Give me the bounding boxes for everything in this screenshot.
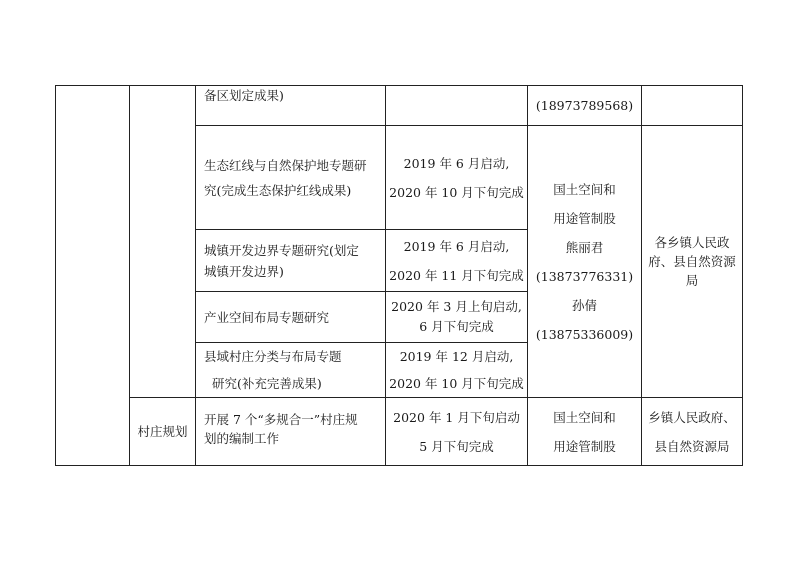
task-line: 究(完成生态保护红线成果) xyxy=(204,182,352,198)
schedule-line: 2020 年 3 月上旬启动, xyxy=(391,299,522,314)
contact-cell xyxy=(528,86,641,125)
contact-dept: 国土空间和 xyxy=(553,409,616,425)
task-cell xyxy=(196,230,385,291)
schedule-cell xyxy=(386,292,527,342)
contact-phone: (18973789568) xyxy=(535,98,634,113)
partner-line: 局 xyxy=(685,273,699,288)
schedule-line: 2019 年 12 月启动, xyxy=(399,349,514,364)
contact-person: 孙倩 xyxy=(571,297,597,313)
partner-line: 府、县自然资源 xyxy=(648,254,736,269)
contact-cell xyxy=(528,398,641,465)
partner-line: 乡镇人民政府、 xyxy=(648,409,736,425)
contact-person: 熊丽君 xyxy=(565,239,604,255)
contact-phone: (13873776331) xyxy=(535,268,634,284)
contact-dept: 国土空间和 xyxy=(553,181,616,197)
contact-cell xyxy=(528,126,641,397)
task-cell xyxy=(196,292,385,342)
task-line: 生态红线与自然保护地专题研 xyxy=(204,157,367,173)
category-cell xyxy=(130,398,195,465)
schedule-cell xyxy=(386,230,527,291)
partner-line: 各乡镇人民政 xyxy=(654,235,730,250)
task-line: 城镇开发边界) xyxy=(204,263,284,279)
task-cell xyxy=(196,86,385,125)
contact-dept: 用途管制股 xyxy=(553,438,616,454)
task-line: 县域村庄分类与布局专题 xyxy=(204,349,342,364)
task-cell xyxy=(196,126,385,229)
table-border-left xyxy=(55,85,56,466)
partner-cell xyxy=(642,398,742,465)
task-cell xyxy=(196,398,385,465)
task-cell xyxy=(196,343,385,397)
task-line: 研究(补充完善成果) xyxy=(212,376,322,391)
partner-line: 县自然资源局 xyxy=(654,438,730,454)
schedule-line: 5 月下旬完成 xyxy=(419,438,494,454)
table-border-right xyxy=(742,85,743,466)
schedule-line: 2020 年 1 月下旬启动 xyxy=(393,409,520,425)
table-border-bottom xyxy=(55,465,743,466)
category-label: 村庄规划 xyxy=(137,424,188,439)
task-line: 城镇开发边界专题研究(划定 xyxy=(204,242,359,258)
schedule-line: 2020 年 10 月下旬完成 xyxy=(389,184,524,200)
task-line: 划的编制工作 xyxy=(204,431,280,446)
schedule-line: 6 月下旬完成 xyxy=(419,319,494,334)
schedule-cell xyxy=(386,343,527,397)
schedule-line: 2020 年 11 月下旬完成 xyxy=(389,267,524,283)
task-line: 备区划定成果) xyxy=(204,88,284,103)
schedule-cell xyxy=(386,398,527,465)
task-line: 开展 7 个“多规合一”村庄规 xyxy=(204,412,358,427)
schedule-line: 2019 年 6 月启动, xyxy=(403,238,510,254)
partner-cell xyxy=(642,126,742,397)
contact-dept: 用途管制股 xyxy=(553,210,616,226)
schedule-cell xyxy=(386,126,527,229)
contact-phone: (13875336009) xyxy=(535,326,634,342)
schedule-line: 2020 年 10 月下旬完成 xyxy=(389,376,524,391)
task-line: 产业空间布局专题研究 xyxy=(204,309,330,325)
schedule-line: 2019 年 6 月启动, xyxy=(403,155,510,171)
